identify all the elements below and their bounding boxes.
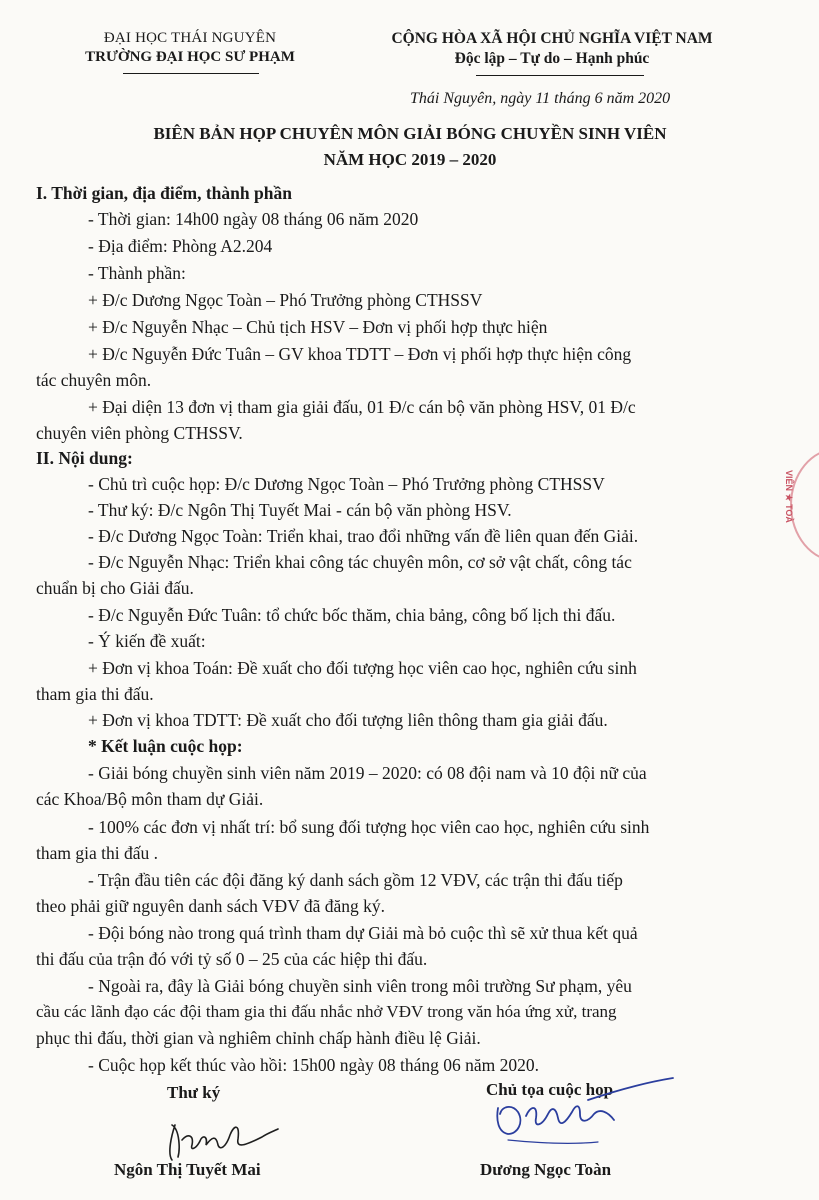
member-item: + Đ/c Nguyễn Đức Tuân – GV khoa TDTT – Đơn vị phối hợp thực hiện công	[88, 344, 632, 364]
header-underline-left	[123, 73, 259, 74]
conclusion-item: - Trận đầu tiên các đội đăng ký danh sách gồm 12 VĐV, các trận thi đấu tiếp	[88, 870, 623, 890]
meeting-end-line: - Cuộc họp kết thúc vào hồi: 15h00 ngày 08 tháng 06 năm 2020.	[88, 1055, 540, 1075]
member-item: + Đ/c Dương Ngọc Toàn – Phó Trưởng phòng CTHSSV	[88, 290, 483, 310]
conclusion-item-continued: theo phải giữ nguyên danh sách VĐV đã đăng ký.	[36, 896, 386, 916]
national-motto: Độc lập – Tự do – Hạnh phúc	[454, 50, 650, 67]
organization-header	[60, 30, 320, 66]
conclusion-item-continued: thi đấu của trận đó với tỷ số 0 – 25 của các hiệp thi đấu.	[36, 949, 428, 969]
member-item-continued: tác chuyên môn.	[36, 370, 152, 390]
chair-name: Dương Ngọc Toàn	[480, 1160, 612, 1179]
university-name: ĐẠI HỌC THÁI NGUYÊN	[103, 30, 277, 46]
member-item: + Đại diện 13 đơn vị tham gia giải đấu, 01 Đ/c cán bộ văn phòng HSV, 01 Đ/c	[88, 397, 636, 417]
chair-handwritten-signature	[468, 1070, 688, 1150]
conclusion-item: - Đội bóng nào trong quá trình tham dự Giải mà bỏ cuộc thì sẽ xử thua kết quả	[88, 923, 638, 943]
conclusion-item-continued: các Khoa/Bộ môn tham dự Giải.	[36, 789, 264, 809]
secretary-line: - Thư ký: Đ/c Ngôn Thị Tuyết Mai - cán bộ văn phòng HSV.	[88, 500, 512, 520]
document-title	[40, 121, 780, 173]
conclusion-item-continued: cầu các lãnh đạo các đội tham gia thi đấu nhắc nhở VĐV trong văn hóa ứng xử, trang	[36, 1002, 617, 1021]
content-item: - Đ/c Nguyễn Nhạc: Triển khai công tác chuyên môn, cơ sở vật chất, công tác	[88, 552, 632, 572]
secretary-name: Ngôn Thị Tuyết Mai	[114, 1160, 261, 1179]
content-item: - Đ/c Dương Ngọc Toàn: Triển khai, trao đổi những vấn đề liên quan đến Giải.	[88, 526, 639, 546]
country-name: CỘNG HÒA XÃ HỘI CHỦ NGHĨA VIỆT NAM	[391, 30, 713, 47]
meeting-time: - Thời gian: 14h00 ngày 08 tháng 06 năm 2020	[88, 209, 419, 229]
opinion-item-continued: tham gia thi đấu.	[36, 684, 154, 704]
chair-signature-title: Chủ tọa cuộc họp	[486, 1080, 614, 1099]
conclusion-item-continued: tham gia thi đấu .	[36, 843, 158, 863]
conclusion-item-continued: phục thi đấu, thời gian và nghiêm chỉnh chấp hành điều lệ Giải.	[36, 1028, 481, 1048]
document-date: Thái Nguyên, ngày 11 tháng 6 năm 2020	[410, 90, 671, 107]
chair-line: - Chủ trì cuộc họp: Đ/c Dương Ngọc Toàn – Phó Trưởng phòng CTHSSV	[88, 474, 605, 494]
stamp-text: VIÊN ★ TOÀ	[784, 470, 794, 523]
conclusion-item: - Ngoài ra, đây là Giải bóng chuyền sinh viên trong môi trường Sư phạm, yêu	[88, 976, 632, 996]
content-item-continued: chuẩn bị cho Giải đấu.	[36, 578, 194, 598]
member-item-continued: chuyên viên phòng CTHSSV.	[36, 423, 243, 443]
secretary-signature-title: Thư ký	[167, 1083, 221, 1102]
meeting-place: - Địa điểm: Phòng A2.204	[88, 236, 273, 256]
section-2-heading: II. Nội dung:	[36, 448, 133, 468]
opinion-item: + Đơn vị khoa TDTT: Đề xuất cho đối tượng liên thông tham gia giải đấu.	[88, 710, 608, 730]
content-item: - Đ/c Nguyễn Đức Tuân: tổ chức bốc thăm, chia bảng, công bố lịch thi đấu.	[88, 605, 616, 625]
school-name: TRƯỜNG ĐẠI HỌC SƯ PHẠM	[85, 49, 295, 65]
member-item: + Đ/c Nguyễn Nhạc – Chủ tịch HSV – Đơn vị phối hợp thực hiện	[88, 317, 548, 337]
conclusion-item: - Giải bóng chuyền sinh viên năm 2019 – 2020: có 08 đội nam và 10 đội nữ của	[88, 763, 647, 783]
opinions-label: - Ý kiến đề xuất:	[88, 631, 206, 651]
members-label: - Thành phần:	[88, 263, 186, 283]
header-underline-right	[476, 75, 644, 76]
red-stamp	[790, 448, 819, 562]
national-header	[352, 30, 752, 68]
title-line-1: BIÊN BẢN HỌP CHUYÊN MÔN GIẢI BÓNG CHUYỀN SINH VIÊN	[153, 124, 667, 143]
conclusion-item: - 100% các đơn vị nhất trí: bổ sung đối tượng học viên cao học, nghiên cứu sinh	[88, 817, 650, 837]
secretary-handwritten-signature	[150, 1105, 300, 1165]
opinion-item: + Đơn vị khoa Toán: Đề xuất cho đối tượng học viên cao học, nghiên cứu sinh	[88, 658, 637, 678]
section-1-heading: I. Thời gian, địa điểm, thành phần	[36, 183, 292, 203]
conclusion-heading: * Kết luận cuộc họp:	[88, 736, 243, 756]
title-line-2: NĂM HỌC 2019 – 2020	[323, 150, 497, 169]
